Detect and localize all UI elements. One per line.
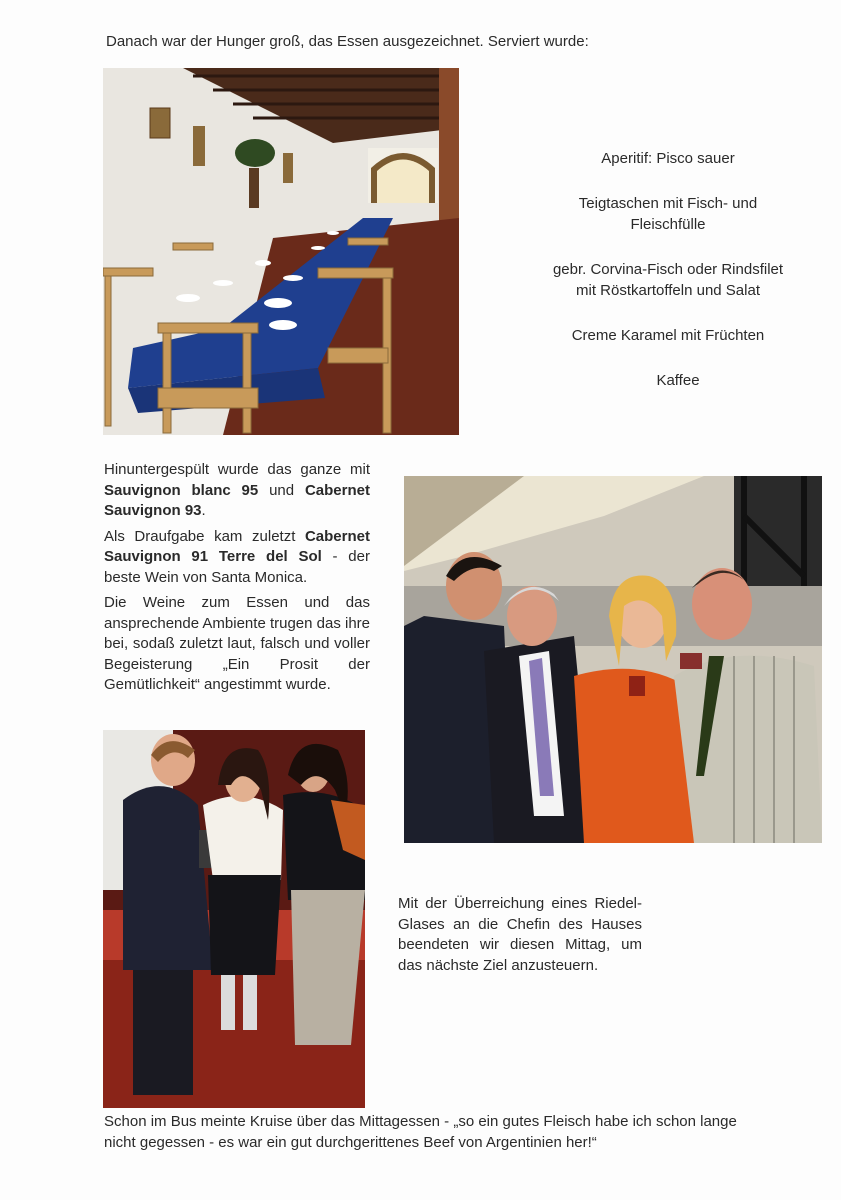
closing-text: Schon im Bus meinte Kruise über das Mittagessen - „so ein gutes Fleisch habe ich schon lange nicht gegessen - es war ein gut durchgerittenes Beef von Argentinien her!“ [104, 1113, 737, 1151]
wine-paragraph-2 [104, 527, 370, 589]
text-run: . [201, 502, 206, 519]
wine-paragraphs [104, 460, 370, 701]
text-run: Als Draufgabe kam zuletzt [104, 527, 305, 545]
menu-item: gebr. Corvina-Fisch oder Rindsfilet mit Röstkartoffeln und Salat [552, 261, 784, 299]
menu-item: Teigtaschen mit Fisch- und Fleischfülle [578, 195, 758, 233]
wine-name: Cabernet Sauvignon 91 Terre del Sol [104, 527, 370, 565]
text-run: - der beste Wein von Santa Monica. [104, 548, 370, 586]
presentation-photo [103, 730, 365, 1108]
menu-item: Aperitif: Pisco sauer [601, 150, 735, 167]
menu-list [548, 148, 788, 415]
wine-paragraph-3: Die Weine zum Essen und das ansprechende Ambiente trugen das ihre bei, sodaß zuletzt laut, falsch und voller Begeisterung „Ein Prosit der Gemütlichkeit“ angestimmt wurde. [104, 594, 371, 693]
intro-text: Danach war der Hunger groß, das Essen ausgezeichnet. Serviert wurde: [106, 33, 589, 50]
riedel-text: Mit der Überreichung eines Riedel-Glases an die Chefin des Hauses beendeten wir diesen Mittag, um das nächste Ziel anzusteuern. [398, 895, 642, 974]
wine-tasting-photo [404, 476, 822, 843]
menu-item: Kaffee [656, 372, 700, 389]
text-run: Hinuntergespült wurde das ganze mit [104, 461, 370, 478]
dining-hall-photo [103, 68, 459, 435]
menu-item: Creme Karamel mit Früchten [571, 327, 765, 344]
wine-paragraph-1 [104, 460, 370, 522]
wine-name: Sauvignon blanc 95 [104, 481, 259, 499]
wine-name: Cabernet Sauvignon 93 [104, 481, 370, 519]
text-run: und [258, 481, 305, 499]
